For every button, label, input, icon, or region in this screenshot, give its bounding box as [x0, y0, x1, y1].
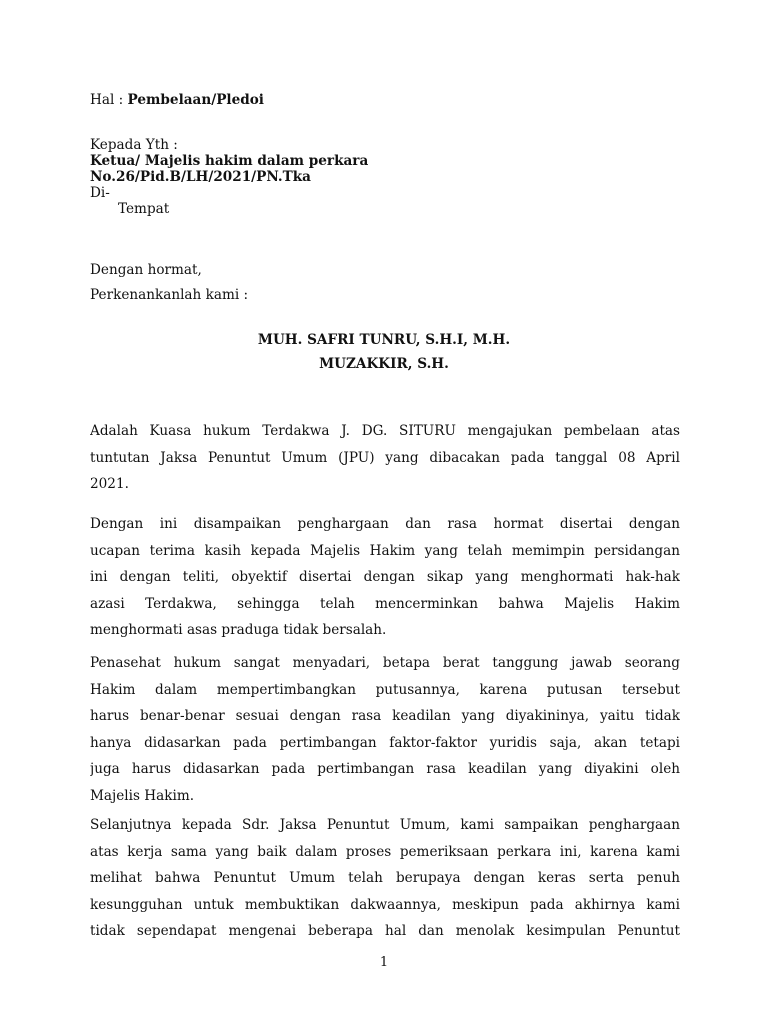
paragraph-2-line: Dengan ini disampaikan penghargaan dan rasa hormat disertai dengan [90, 516, 680, 532]
paragraph-2-line: azasi Terdakwa, sehingga telah mencerminkan bahwa Majelis Hakim [90, 595, 680, 612]
paragraph-3-line: Majelis Hakim. [90, 787, 195, 804]
paragraph-2-line: menghormati asas praduga tidak bersalah. [90, 622, 387, 639]
paragraph-2-line: ini dengan teliti, obyektif disertai dengan sikap yang menghormati hak-hak [90, 569, 680, 586]
subject-label: Hal : [90, 92, 128, 108]
paragraph-1-line: 2021. [90, 476, 129, 493]
paragraph-4-line: atas kerja sama yang baik dalam proses pemeriksaan perkara ini, karena kami [90, 843, 680, 860]
paragraph-4-line: Selanjutnya kepada Sdr. Jaksa Penuntut Umum, kami sampaikan penghargaan [90, 817, 680, 833]
recipient-line-2: No.26/Pid.B/LH/2021/PN.Tka [90, 169, 311, 185]
paragraph-3-line: Penasehat hukum sangat menyadari, betapa berat tanggung jawab seorang [90, 655, 680, 671]
paragraph-2 [90, 511, 680, 644]
paragraph-2-line: ucapan terima kasih kepada Majelis Hakim yang telah memimpin persidangan [90, 542, 680, 559]
recipient-line-1: Ketua/ Majelis hakim dalam perkara [90, 153, 369, 169]
paragraph-4-line: melihat bahwa Penuntut Umum telah berupaya dengan keras serta penuh [90, 870, 680, 887]
page-number: 1 [379, 955, 389, 970]
di-label: Di- [90, 185, 110, 201]
paragraph-4-line: kesungguhan untuk membuktikan dakwaannya, meskipun pada akhirnya kami [90, 896, 680, 913]
paragraph-3-line: Hakim dalam mempertimbangkan putusannya, karena putusan tersebut [90, 681, 680, 698]
paragraph-3-line: hanya didasarkan pada pertimbangan faktor-faktor yuridis saja, akan tetapi [90, 734, 680, 751]
paragraph-4-line: tidak sependapat mengenai beberapa hal dan menolak kesimpulan Penuntut [90, 923, 680, 940]
paragraph-1-line: Adalah Kuasa hukum Terdakwa J. DG. SITURU mengajukan pembelaan atas [90, 423, 680, 439]
paragraph-3-line: harus benar-benar sesuai dengan rasa keadilan yang diyakininya, yaitu tidak [90, 708, 680, 725]
subject-value: Pembelaan/Pledoi [127, 92, 264, 108]
paragraph-3-line: juga harus didasarkan pada pertimbangan rasa keadilan yang diyakini oleh [90, 761, 680, 778]
paragraph-1 [90, 418, 680, 498]
tempat-label: Tempat [118, 201, 170, 217]
address-block [90, 137, 680, 217]
counsel-name-1: MUH. SAFRI TUNRU, S.H.I, M.H. [257, 332, 511, 348]
paragraph-4 [90, 812, 680, 945]
paragraph-1-line: tuntutan Jaksa Penuntut Umum (JPU) yang dibacakan pada tanggal 08 April [90, 449, 680, 466]
kepada-label: Kepada Yth : [90, 137, 178, 153]
subject-line [90, 92, 680, 108]
counsel-name-2: MUZAKKIR, S.H. [319, 356, 449, 372]
paragraph-3 [90, 650, 680, 810]
salutation: Dengan hormat, [90, 262, 202, 278]
intro-line: Perkenankanlah kami : [90, 287, 249, 303]
